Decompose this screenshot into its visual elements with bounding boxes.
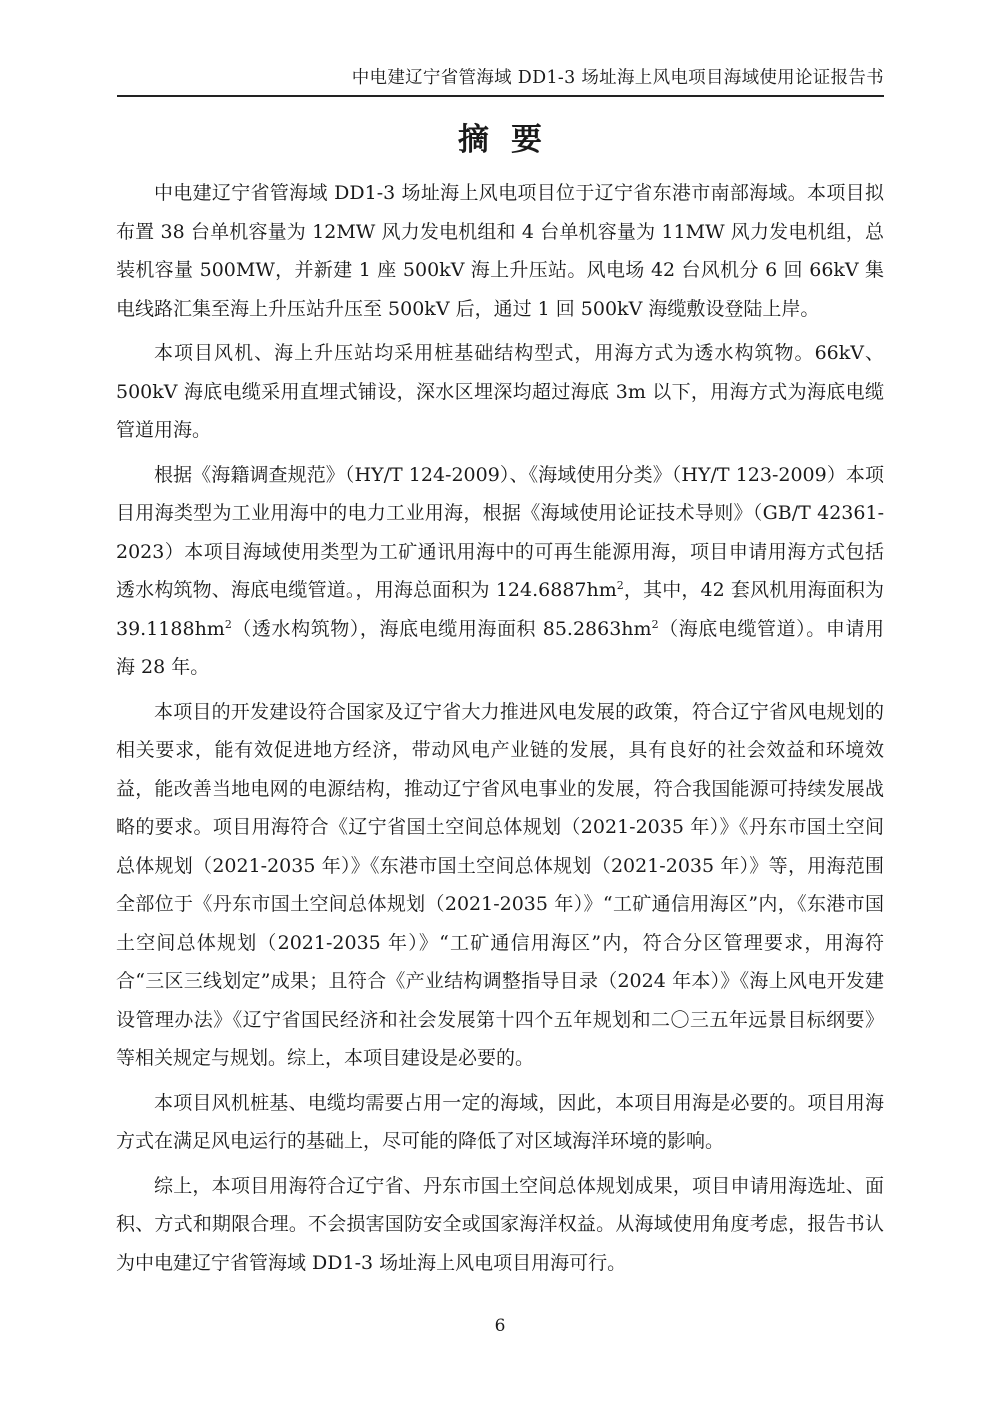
page-number: 6 [494, 1316, 506, 1336]
area-text-4: （海底电缆管道）。申请用海 28 年。 [116, 617, 884, 678]
paragraph-project-location: 中电建辽宁省管海域 DD1-3 场址海上风电项目位于辽宁省东港市南部海域。本项目拟布置 38 台单机容量为 12MW 风力发电机组和 4 台单机容量为 11MW 风力发电机组，总装机容量 500MW，并新建 1 座 500kV 海上升压站。风电场 42 台风机分 6 回 66kV 集电线路汇集至海上升压站升压至 500kV 后，通过 1 回 500kV 海缆敷设登陆上岸。 [116, 182, 884, 320]
abstract-body [116, 174, 884, 1288]
area-superscript-2: 2 [224, 617, 232, 631]
paragraph-policy-compliance: 本项目的开发建设符合国家及辽宁省大力推进风电发展的政策，符合辽宁省风电规划的相关要求，能有效促进地方经济，带动风电产业链的发展，具有良好的社会效益和环境效益，能改善当地电网的电源结构，推动辽宁省风电事业的发展，符合我国能源可持续发展战略的要求。项目用海符合《辽宁省国土空间总体规划（2021-2035 年）》《丹东市国土空间总体规划（2021-2035 年）》《东港市国土空间总体规划（2021-2035 年）》等，用海范围全部位于《丹东市国土空间总体规划（2021-2035 年）》“工矿通信用海区”内，《东港市国土空间总体规划（2021-2035 年）》“工矿通信用海区”内，符合分区管理要求，用海符合“三区三线划定”成果；且符合《产业结构调整指导目录（2024 年本）》《海上风电开发建设管理办法》《辽宁省国民经济和社会发展第十四个五年规划和二〇三五年远景目标纲要》等相关规定与规划。综上，本项目建设是必要的。 [116, 700, 884, 1069]
paragraph-sea-use-method: 本项目风机、海上升压站均采用桩基础结构型式，用海方式为透水构筑物。66kV、500kV 海底电缆采用直埋式铺设，深水区埋深均超过海底 3m 以下，用海方式为海底电缆管道用海。 [116, 342, 884, 441]
area-text-3: （透水构筑物），海底电缆用海面积 85.2863hm [231, 617, 652, 640]
area-text-2: ，其中，42 套风机用海面积为 39.1188hm [116, 579, 885, 640]
area-text-1: 根据《海籍调查规范》（HY/T 124-2009）、《海域使用分类》（HY/T 123-2009）本项目用海类型为工业用海中的电力工业用海，根据《海域使用论证技术导则》（GB/T 42361-2023）本项目海域使用类型为工矿通讯用海中的可再生能源用海，项目申请用海方式包括透水构筑物、海底电缆管道。，用海总面积为 124.6887hm [116, 463, 884, 601]
area-superscript-1: 2 [616, 579, 624, 592]
paragraph-sea-use-type-area [116, 456, 884, 687]
paragraph-necessity: 本项目风机桩基、电缆均需要占用一定的海域，因此，本项目用海是必要的。项目用海方式在满足风电运行的基础上，尽可能的降低了对区域海洋环境的影响。 [116, 1091, 884, 1152]
section-title: 摘要 [458, 122, 564, 158]
header-rule [117, 95, 884, 97]
area-superscript-3: 2 [651, 617, 659, 631]
running-header: 中电建辽宁省管海域 DD1-3 场址海上风电项目海域使用论证报告书 [351, 68, 884, 88]
paragraph-conclusion: 综上，本项目用海符合辽宁省、丹东市国土空间总体规划成果，项目申请用海选址、面积、方式和期限合理。不会损害国防安全或国家海洋权益。从海域使用角度考虑，报告书认为中电建辽宁省管海域 DD1-3 场址海上风电项目用海可行。 [116, 1174, 884, 1274]
